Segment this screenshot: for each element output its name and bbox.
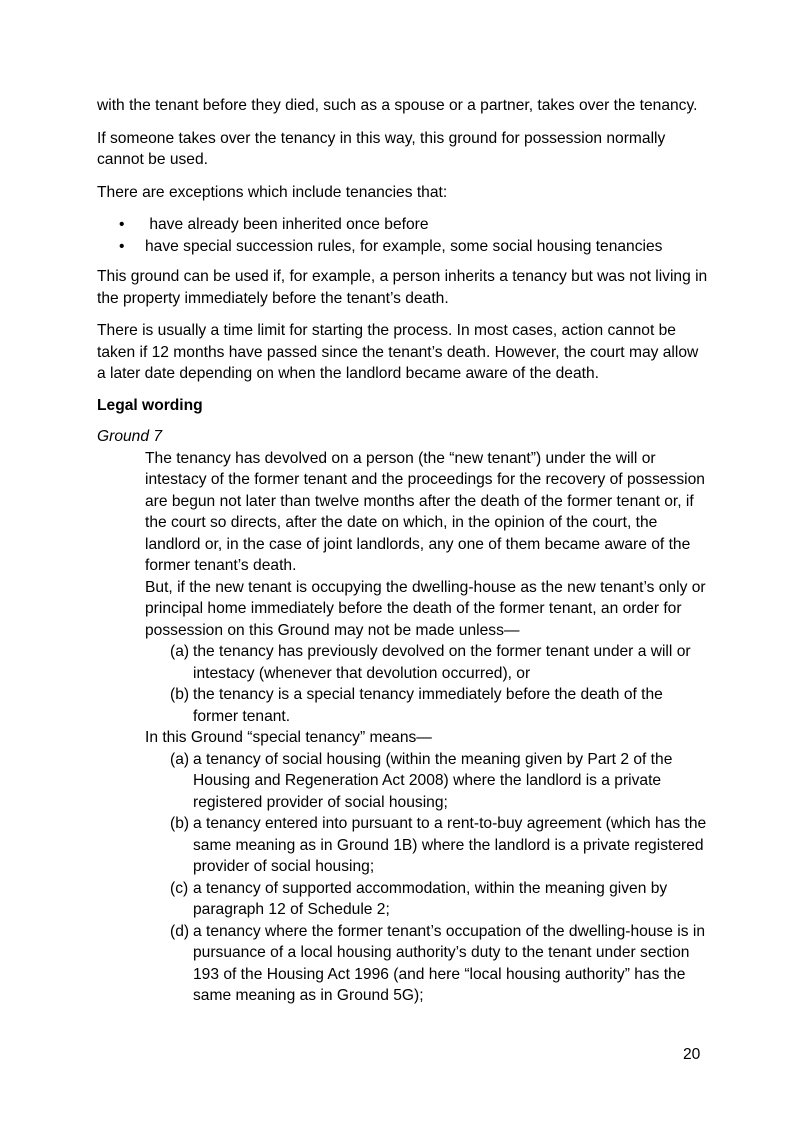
list-item bbox=[145, 921, 709, 1007]
legal-wording-heading: Legal wording bbox=[97, 396, 203, 414]
list-item bbox=[97, 214, 709, 236]
list-item bbox=[97, 236, 709, 258]
list-item bbox=[145, 878, 709, 921]
intro-paragraph-2: If someone takes over the tenancy in this way, this ground for possession normally cannot be used. bbox=[97, 129, 666, 168]
list-item-label: (b) bbox=[170, 815, 190, 832]
legal-paragraph-3: In this Ground “special tenancy” means— bbox=[145, 729, 432, 746]
page-number: 20 bbox=[683, 1046, 701, 1063]
intro-paragraph-5: There is usually a time limit for starting the process. In most cases, action cannot be taken if 12 months have passed since the tenant’s death. However, the court may allow a later date depending on when the landlord became aware of the death. bbox=[97, 322, 699, 382]
legal-paragraph-1: The tenancy has devolved on a person (the “new tenant”) under the will or intestacy of the former tenant and the proceedings for the recovery of possession are begun not later than twelve months after the death of the former tenant or, if the court so directs, after the date on which, in the opinion of the court, the landlord or, in the case of joint landlords, any one of them became aware of the former tenant’s death. bbox=[145, 449, 705, 574]
list-item-text: a tenancy entered into pursuant to a rent-to-buy agreement (which has the same meaning as in Ground 1B) where the landlord is a private registered provider of social housing; bbox=[193, 815, 707, 875]
list-item-label: (d) bbox=[170, 922, 190, 940]
list-item-label: (a) bbox=[170, 643, 190, 660]
list-item bbox=[145, 749, 709, 814]
ground-title: Ground 7 bbox=[97, 428, 163, 445]
list-item-text: the tenancy is a special tenancy immediately before the death of the former tenant. bbox=[193, 686, 663, 725]
list-item bbox=[145, 813, 709, 878]
exceptions-list bbox=[97, 214, 709, 257]
list-item-text: have already been inherited once before bbox=[145, 216, 429, 233]
list-item-label: (c) bbox=[170, 879, 189, 897]
intro-paragraph-4: This ground can be used if, for example, a person inherits a tenancy but was not living in the property immediately before the tenant’s death. bbox=[97, 268, 708, 307]
list-item bbox=[145, 641, 709, 684]
list-item-label: (b) bbox=[170, 686, 190, 703]
list-item-label: (a) bbox=[170, 750, 190, 768]
legal-text-block bbox=[145, 448, 709, 1007]
conditions-list bbox=[145, 641, 709, 727]
intro-paragraph-1: with the tenant before they died, such as a spouse or a partner, takes over the tenancy. bbox=[97, 97, 698, 114]
legal-paragraph-2: But, if the new tenant is occupying the dwelling-house as the new tenant’s only or principal home immediately before the death of the former tenant, an order for possession on this Ground may not be made unless— bbox=[145, 578, 706, 639]
list-item-text: a tenancy of supported accommodation, within the meaning given by paragraph 12 of Schedule 2; bbox=[193, 879, 668, 918]
list-item-text: a tenancy of social housing (within the meaning given by Part 2 of the Housing and Regeneration Act 2008) where the landlord is a private registered provider of social housing; bbox=[193, 750, 673, 811]
list-item-text: the tenancy has previously devolved on the former tenant under a will or intestacy (whenever that devolution occurred), or bbox=[193, 643, 691, 682]
special-tenancy-list bbox=[145, 749, 709, 1007]
intro-paragraph-3: There are exceptions which include tenancies that: bbox=[97, 183, 448, 201]
bullet-icon: • bbox=[119, 216, 125, 233]
list-item-text: a tenancy where the former tenant’s occupation of the dwelling-house is in pursuance of a local housing authority’s duty to the tenant under section 193 of the Housing Act 1996 (and here “local housing authority” has the same meaning as in Ground 5G); bbox=[193, 922, 706, 1004]
list-item bbox=[145, 684, 709, 727]
bullet-icon: • bbox=[119, 237, 125, 255]
list-item-text: have special succession rules, for example, some social housing tenancies bbox=[145, 237, 663, 255]
document-page bbox=[97, 95, 709, 1007]
